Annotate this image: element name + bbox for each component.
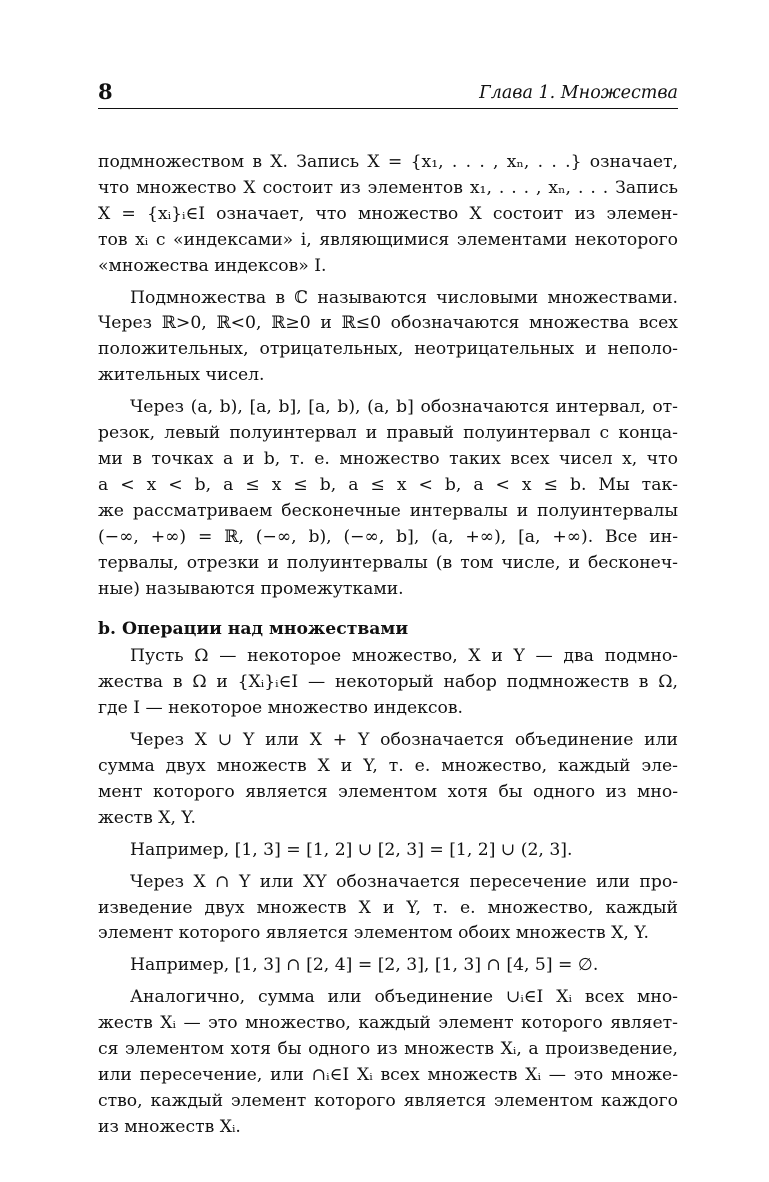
text-line: ные) называются промежутками. — [98, 578, 404, 599]
text-line: Через X ∩ Y или XY обозначается пересечение или про- — [130, 871, 678, 892]
text-line: мент которого является элементом хотя бы одного из мно- — [98, 781, 678, 802]
text-line: ся элементом хотя бы одного из множеств Xᵢ, а произведение, — [98, 1039, 678, 1060]
text-line: Через ℝ>0, ℝ<0, ℝ≥0 и ℝ≤0 обозначаются множества всех — [98, 313, 678, 334]
paragraph-intersection — [98, 870, 678, 948]
text-line: ми в точках a и b, т. е. множество таких всех чисел x, что — [98, 448, 678, 469]
text-line: X = {xᵢ}ᵢ∈I означает, что множество X состоит из элемен- — [98, 203, 678, 224]
text-line: Подмножества в ℂ называются числовыми множествами. — [130, 287, 678, 308]
text-line: ство, каждый элемент которого является элементом каждого — [98, 1090, 678, 1111]
text-line: резок, левый полуинтервал и правый полуинтервал с конца- — [98, 423, 678, 444]
paragraph-intervals — [98, 395, 678, 602]
text-line: «множества индексов» I. — [98, 255, 327, 276]
text-line: изведение двух множеств X и Y, т. е. множество, каждый — [98, 897, 678, 918]
text-line: Например, [1, 3] ∩ [2, 4] = [2, 3], [1, 3] ∩ [4, 5] = ∅. — [130, 955, 599, 976]
text-line: жительных чисел. — [98, 365, 265, 386]
text-line: тов xᵢ с «индексами» i, являющимися элементами некоторого — [98, 229, 678, 250]
paragraph-union-example — [98, 838, 678, 864]
text-line: (−∞, +∞) = ℝ, (−∞, b), (−∞, b], (a, +∞), [a, +∞). Все ин- — [98, 526, 678, 547]
text-line: жеств X, Y. — [98, 807, 197, 828]
paragraph-numeric-sets — [98, 286, 678, 390]
paragraph-notation — [98, 150, 678, 280]
text-line: жества в Ω и {Xᵢ}ᵢ∈I — некоторый набор подмножеств в Ω, — [98, 672, 678, 693]
text-line: сумма двух множеств X и Y, т. е. множество, каждый эле- — [98, 756, 678, 777]
text-line: элемент которого является элементом обоих множеств X, Y. — [98, 923, 649, 944]
text-line: Пусть Ω — некоторое множество, X и Y — два подмно- — [130, 646, 678, 667]
paragraph-intersection-example — [98, 953, 678, 979]
running-head — [98, 80, 678, 109]
text-line: подмножеством в X. Запись X = {x₁, . . . , xₙ, . . .} означает, — [98, 152, 678, 172]
text-line: же рассматриваем бесконечные интервалы и полуинтервалы — [98, 500, 678, 521]
text-line: жеств Xᵢ — это множество, каждый элемент которого являет- — [98, 1013, 678, 1034]
paragraph-setup — [98, 644, 678, 722]
paragraph-indexed-operations — [98, 985, 678, 1140]
text-line: Через X ∪ Y или X + Y обозначается объединение или — [130, 730, 678, 751]
text-line: из множеств Xᵢ. — [98, 1116, 241, 1137]
text-line: Например, [1, 3] = [1, 2] ∪ [2, 3] = [1, 2] ∪ (2, 3]. — [130, 839, 573, 860]
text-line: что множество X состоит из элементов x₁, . . . , xₙ, . . . Запись — [98, 177, 678, 198]
body-text — [98, 150, 678, 1141]
text-line: Через (a, b), [a, b], [a, b), (a, b] обозначаются интервал, от- — [130, 397, 678, 418]
page-number: 8 — [98, 79, 113, 104]
text-line: тервалы, отрезки и полуинтервалы (в том числе, и бесконеч- — [98, 552, 678, 573]
text-line: где I — некоторое множество индексов. — [98, 698, 463, 719]
text-line: Аналогично, сумма или объединение ∪ᵢ∈I Xᵢ всех мно- — [130, 987, 678, 1008]
text-line: положительных, отрицательных, неотрицательных и неполо- — [98, 339, 678, 360]
text-line: или пересечение, или ∩ᵢ∈I Xᵢ всех множеств Xᵢ — это множе- — [98, 1065, 678, 1085]
text-line: a < x < b, a ≤ x ≤ b, a ≤ x < b, a < x ≤ b. Мы так- — [98, 474, 678, 495]
paragraph-union — [98, 728, 678, 832]
section-heading: b. Операции над множествами — [98, 619, 409, 640]
chapter-title: Глава 1. Множества — [479, 83, 678, 103]
